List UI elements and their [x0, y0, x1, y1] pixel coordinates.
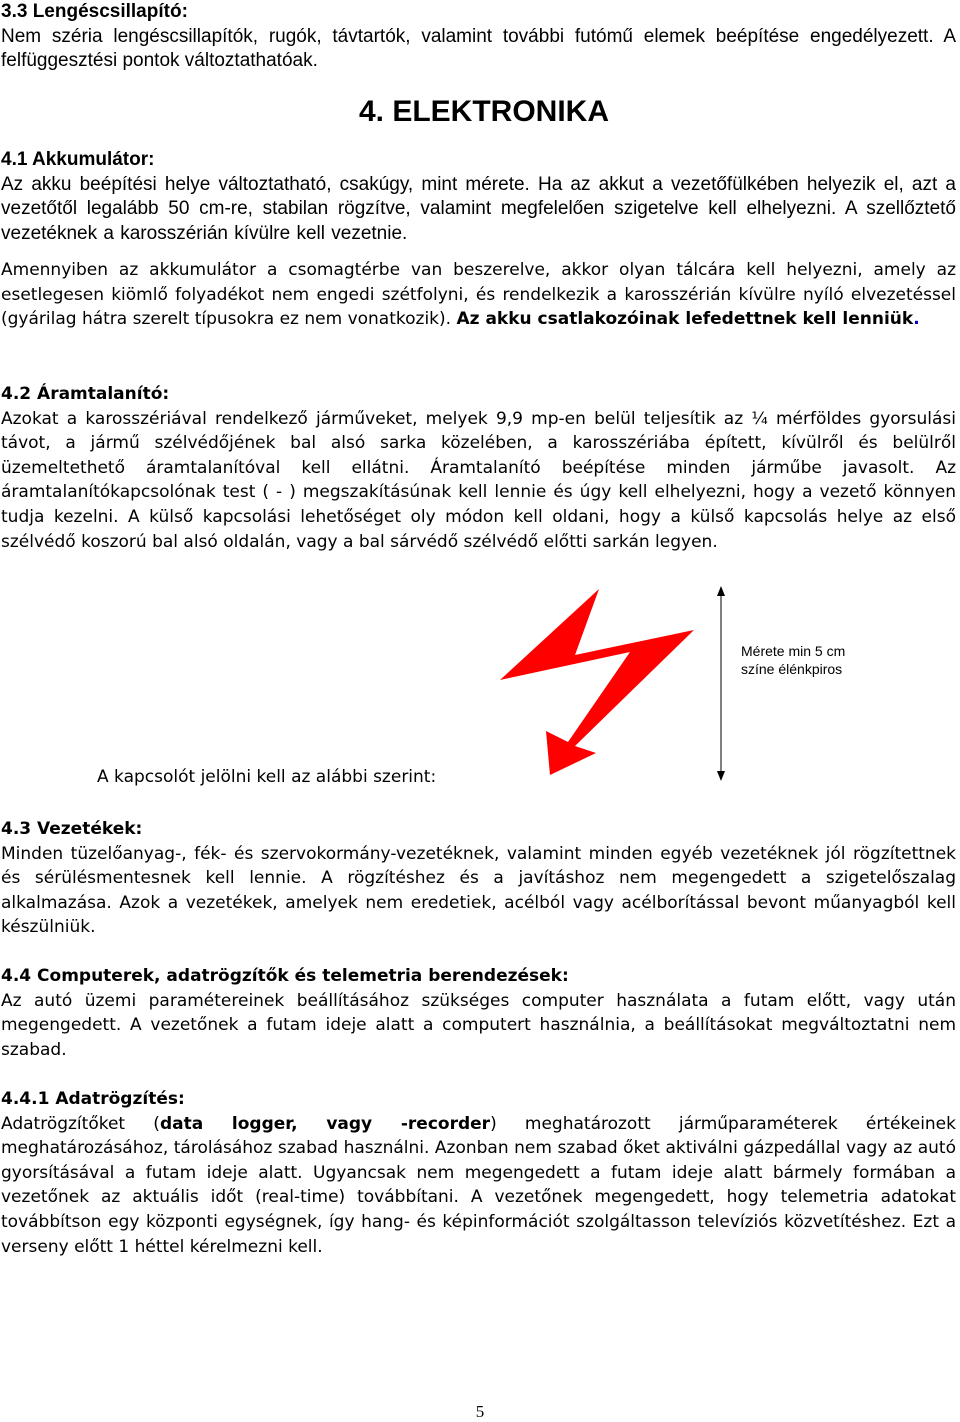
- dimension-arrow: [717, 586, 725, 781]
- chapter-title-text: 4. ELEKTRONIKA: [358, 95, 610, 128]
- bolt-size-note-line1: Mérete min 5 cm: [741, 643, 846, 659]
- section-4-4-1: [1, 1087, 956, 1259]
- section-4-4-1-text-pre: Adatrögzítőket (: [1, 1113, 160, 1134]
- section-4-1-text-a: Az akku beépítési helye változtatható, csakúgy, mint mérete. Ha az akkut a vezetőfülkében helyezik el, azt a vezetőtől legalább 50 cm-re, stabilan rögzítve, valamint megfelelően szigetelve kell elhelyezni. A szellőztető vezetéknek a karosszérián kívülre kell vezetnie.: [1, 173, 956, 244]
- section-4-3: [1, 817, 956, 940]
- section-3-3-text: Nem széria lengéscsillapítók, rugók, távtartók, valamint további futómű elemek beépítése engedélyezett. A felfüggesztési pontok változtathatóak.: [1, 25, 956, 71]
- page-number: 5: [475, 1402, 485, 1421]
- section-3-3-heading: 3.3 Lengéscsillapító:: [1, 1, 188, 22]
- section-4-4-heading: 4.4 Computerek, adatrögzítők és telemetria berendezések:: [1, 966, 569, 986]
- section-4-3-text: Minden tüzelőanyag-, fék- és szervokormány-vezetéknek, valamint minden egyéb vezetéknek jól rögzítettnek és sérülésmentesnek kell lennie. A rögzítéshez és a javításhoz nem megengedett a szigetelőszalag alkalmazása. Azok a vezetékek, amelyek nem eredetiek, acélból vagy acélborítással bevont műanyagból kell készülniük.: [1, 843, 956, 938]
- section-4-3-heading: 4.3 Vezetékek:: [1, 819, 143, 839]
- figure-caption: A kapcsolót jelölni kell az alábbi szerint:: [97, 767, 437, 787]
- section-4-4-1-heading: 4.4.1 Adatrögzítés:: [1, 1089, 185, 1109]
- section-4-4-text: Az autó üzemi paramétereinek beállításához szükséges computer használata a futam előtt, vagy után megengedett. A vezetőnek a futam ideje alatt a computert használnia, a beállításokat megváltoztatni nem szabad.: [1, 990, 956, 1060]
- section-4-4-1-text-bold: data logger, vagy -recorder: [159, 1113, 491, 1134]
- section-4-1-heading: 4.1 Akkumulátor:: [1, 149, 155, 170]
- section-4-2-heading: 4.2 Áramtalanító:: [1, 384, 170, 404]
- section-4-4-1-text-post: ) meghatározott járműparaméterek értékeinek meghatározásához, tárolásához szabad használni. Azonban nem szabad őket aktiválni gázpedállal vagy az autó gyorsításával a futam ideje alatt. Ugyancsak nem megengedett a futam ideje alatt bármely formában a vezetőnek az aktuális időt (real-time) továbbítani. A vezetőnek megengedett, hogy telemetria adatokat továbbítson egy központi egységnek, így hang- és képinformációt szolgáltasson televíziós közvetítéshez. Ezt a verseny előtt 1 héttel kérelmezni kell.: [1, 1113, 956, 1257]
- section-4-2-text: Azokat a karosszériával rendelkező járműveket, melyek 9,9 mp-en belül teljesítik az ¼ mérföldes gyorsulási távot, a jármű szélvédőjének bal alsó sarka közelében, a karosszériába épített, kívülről és belülről üzemeltethető áramtalanítóval kell ellátni. Áramtalanító beépítése minden járműbe javasolt. Az áramtalanítókapcsolónak test ( - ) megszakításúnak kell lennie és úgy kell elhelyezni, hogy a vezető könnyen tudja kezelni. A külső kapcsolási lehetőséget oly módon kell oldani, hogy a külső kapcsolás helye az első szélvédő koszorú bal alsó oldalán, vagy a bal sárvédő szélvédő előtti sarkán legyen.: [1, 408, 956, 552]
- bolt-size-note: [741, 642, 845, 678]
- section-4-1-text-dot: .: [913, 309, 920, 330]
- bolt-size-note-line2: színe élénkpiros: [741, 661, 843, 677]
- section-4-1-text-bold: Az akku csatlakozóinak lefedettnek kell lenniük: [456, 309, 914, 330]
- section-4-1-text-b: Amennyiben az akkumulátor a csomagtérbe van beszerelve, akkor olyan tálcára kell helyezni, amely az esetlegesen kiömlő folyadékot nem engedi szétfolyni, és rendelkezik a karosszérián kívülre nyíló elvezetéssel (gyárilag hátra szerelt típusokra ez nem vonatkozik).: [1, 260, 956, 330]
- section-4-4: [1, 964, 956, 1062]
- lightning-bolt-icon: [500, 589, 694, 775]
